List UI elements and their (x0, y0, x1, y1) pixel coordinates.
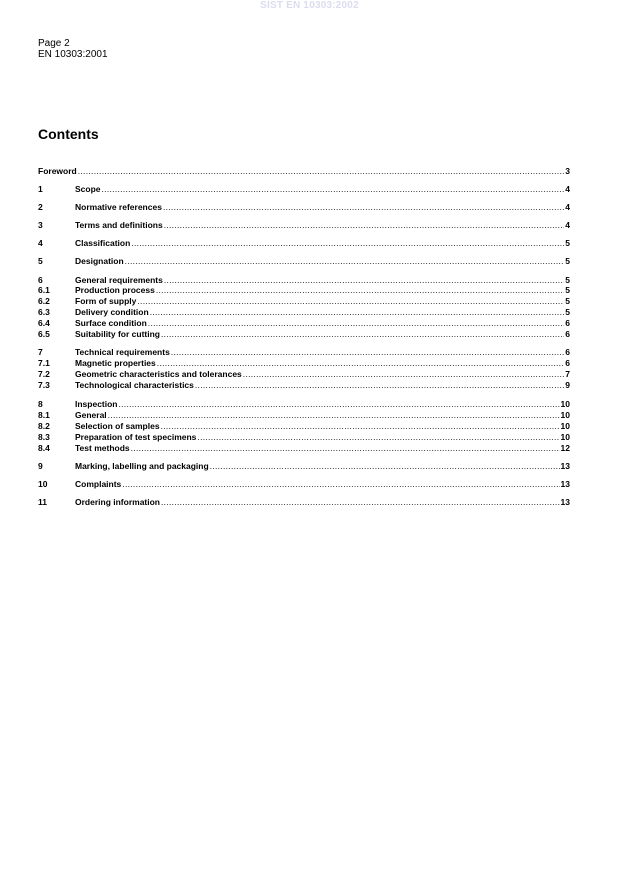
page-number: Page 2 (38, 38, 70, 49)
toc-entry-title: Suitability for cutting (75, 329, 160, 339)
toc-entry-number: 6 (38, 275, 43, 285)
toc-leader-dots (161, 497, 560, 508)
toc-entry-number: 7.2 (38, 369, 50, 379)
toc-entry-number: 4 (38, 238, 43, 248)
toc-entry-page: 10 (560, 410, 570, 420)
toc-entry-title: Complaints (75, 479, 122, 489)
toc-entry-title: Foreword (38, 166, 77, 176)
toc-entry-number: 2 (38, 202, 43, 212)
toc-entry[interactable] (38, 285, 570, 296)
toc-leader-dots (108, 410, 560, 421)
toc-entry[interactable] (38, 410, 570, 421)
toc-leader-dots (119, 399, 560, 410)
toc-entry[interactable] (38, 432, 570, 443)
toc-entry-number: 11 (38, 497, 47, 507)
toc-entry-number: 1 (38, 184, 43, 194)
toc-entry-title: Inspection (75, 399, 118, 409)
toc-leader-dots (197, 432, 559, 443)
toc-entry-number: 7 (38, 347, 43, 357)
toc-entry-title: Delivery condition (75, 307, 149, 317)
toc-entry-title: Production process (75, 285, 155, 295)
toc-entry[interactable] (38, 307, 570, 318)
toc-entry-title: Form of supply (75, 296, 137, 306)
toc-entry-title: Test methods (75, 443, 130, 453)
toc-entry[interactable] (38, 184, 570, 195)
toc-leader-dots (243, 369, 564, 380)
toc-entry-title: Designation (75, 256, 124, 266)
toc-leader-dots (131, 443, 560, 454)
toc-leader-dots (102, 184, 565, 195)
toc-leader-dots (161, 421, 560, 432)
toc-entry[interactable] (38, 399, 570, 410)
toc-entry-page: 5 (565, 275, 570, 285)
toc-entry[interactable] (38, 238, 570, 249)
toc-entry[interactable] (38, 166, 570, 177)
toc-entry-title: Magnetic properties (75, 358, 156, 368)
toc-leader-dots (157, 358, 564, 369)
toc-entry-title: General requirements (75, 275, 163, 285)
toc-entry-title: Technological characteristics (75, 380, 194, 390)
toc-leader-dots (148, 318, 564, 329)
toc-entry-page: 12 (560, 443, 570, 453)
toc-entry-title: Geometric characteristics and tolerances (75, 369, 242, 379)
contents-title: Contents (38, 126, 99, 142)
toc-entry-number: 9 (38, 461, 43, 471)
page-header (38, 38, 108, 60)
toc-entry-number: 8.4 (38, 443, 50, 453)
toc-entry-page: 6 (565, 347, 570, 357)
toc-entry-page: 13 (560, 461, 570, 471)
toc-leader-dots (156, 285, 564, 296)
toc-entry[interactable] (38, 318, 570, 329)
toc-leader-dots (163, 202, 564, 213)
toc-entry-page: 6 (565, 329, 570, 339)
toc-entry-page: 5 (565, 238, 570, 248)
toc-leader-dots (137, 296, 564, 307)
toc-leader-dots (210, 461, 560, 472)
toc-entry-title: Normative references (75, 202, 162, 212)
toc-entry-page: 5 (565, 296, 570, 306)
toc-entry-number: 5 (38, 256, 43, 266)
toc-entry-number: 8.2 (38, 421, 50, 431)
toc-entry-number: 8.1 (38, 410, 50, 420)
toc-entry[interactable] (38, 443, 570, 454)
toc-leader-dots (195, 380, 564, 391)
toc-entry-title: Terms and definitions (75, 220, 163, 230)
toc-entry[interactable] (38, 220, 570, 231)
toc-entry-page: 5 (565, 256, 570, 266)
toc-entry-title: General (75, 410, 107, 420)
toc-entry[interactable] (38, 347, 570, 358)
toc-entry-title: Surface condition (75, 318, 147, 328)
toc-entry[interactable] (38, 256, 570, 267)
toc-entry[interactable] (38, 358, 570, 369)
toc-entry-title: Classification (75, 238, 131, 248)
toc-leader-dots (125, 256, 565, 267)
toc-entry-title: Preparation of test specimens (75, 432, 197, 442)
toc-entry-page: 5 (565, 307, 570, 317)
toc-entry[interactable] (38, 497, 570, 508)
toc-entry-title: Ordering information (75, 497, 160, 507)
toc-entry-page: 10 (560, 399, 570, 409)
toc-entry[interactable] (38, 369, 570, 380)
toc-entry-page: 6 (565, 318, 570, 328)
toc-leader-dots (122, 479, 559, 490)
toc-entry[interactable] (38, 296, 570, 307)
toc-entry-page: 10 (560, 421, 570, 431)
toc-entry[interactable] (38, 461, 570, 472)
toc-entry-number: 7.1 (38, 358, 50, 368)
toc-entry-number: 8 (38, 399, 43, 409)
toc-entry[interactable] (38, 329, 570, 340)
toc-entry[interactable] (38, 421, 570, 432)
standard-id: EN 10303:2001 (38, 49, 108, 60)
toc-entry-title: Marking, labelling and packaging (75, 461, 209, 471)
toc-leader-dots (150, 307, 565, 318)
toc-entry-number: 7.3 (38, 380, 50, 390)
toc-entry[interactable] (38, 479, 570, 490)
toc-entry-page: 4 (565, 184, 570, 194)
toc-entry-page: 6 (565, 358, 570, 368)
toc-entry-number: 3 (38, 220, 43, 230)
toc-entry-page: 10 (560, 432, 570, 442)
toc-entry-number: 8.3 (38, 432, 50, 442)
toc-entry-number: 6.1 (38, 285, 50, 295)
toc-entry-title: Technical requirements (75, 347, 170, 357)
toc-entry-number: 6.2 (38, 296, 50, 306)
toc-entry-page: 13 (560, 497, 570, 507)
toc-entry-number: 6.3 (38, 307, 50, 317)
toc-entry-page: 3 (565, 166, 570, 176)
toc-entry-title: Selection of samples (75, 421, 160, 431)
toc-leader-dots (161, 329, 564, 340)
toc-entry-page: 5 (565, 285, 570, 295)
toc-leader-dots (164, 220, 565, 231)
toc-entry-number: 10 (38, 479, 48, 489)
toc-entry-number: 6.5 (38, 329, 50, 339)
toc-leader-dots (171, 347, 564, 358)
toc-leader-dots (78, 166, 565, 177)
toc-entry-number: 6.4 (38, 318, 50, 328)
toc-entry-page: 13 (560, 479, 570, 489)
toc-leader-dots (131, 238, 564, 249)
toc-entry-page: 4 (565, 220, 570, 230)
toc-entry[interactable] (38, 202, 570, 213)
toc-entry[interactable] (38, 380, 570, 391)
toc-entry-page: 4 (565, 202, 570, 212)
toc-entry-page: 9 (565, 380, 570, 390)
toc-entry-page: 7 (565, 369, 570, 379)
watermark: SIST EN 10303:2002 (260, 0, 359, 11)
toc-entry-title: Scope (75, 184, 101, 194)
